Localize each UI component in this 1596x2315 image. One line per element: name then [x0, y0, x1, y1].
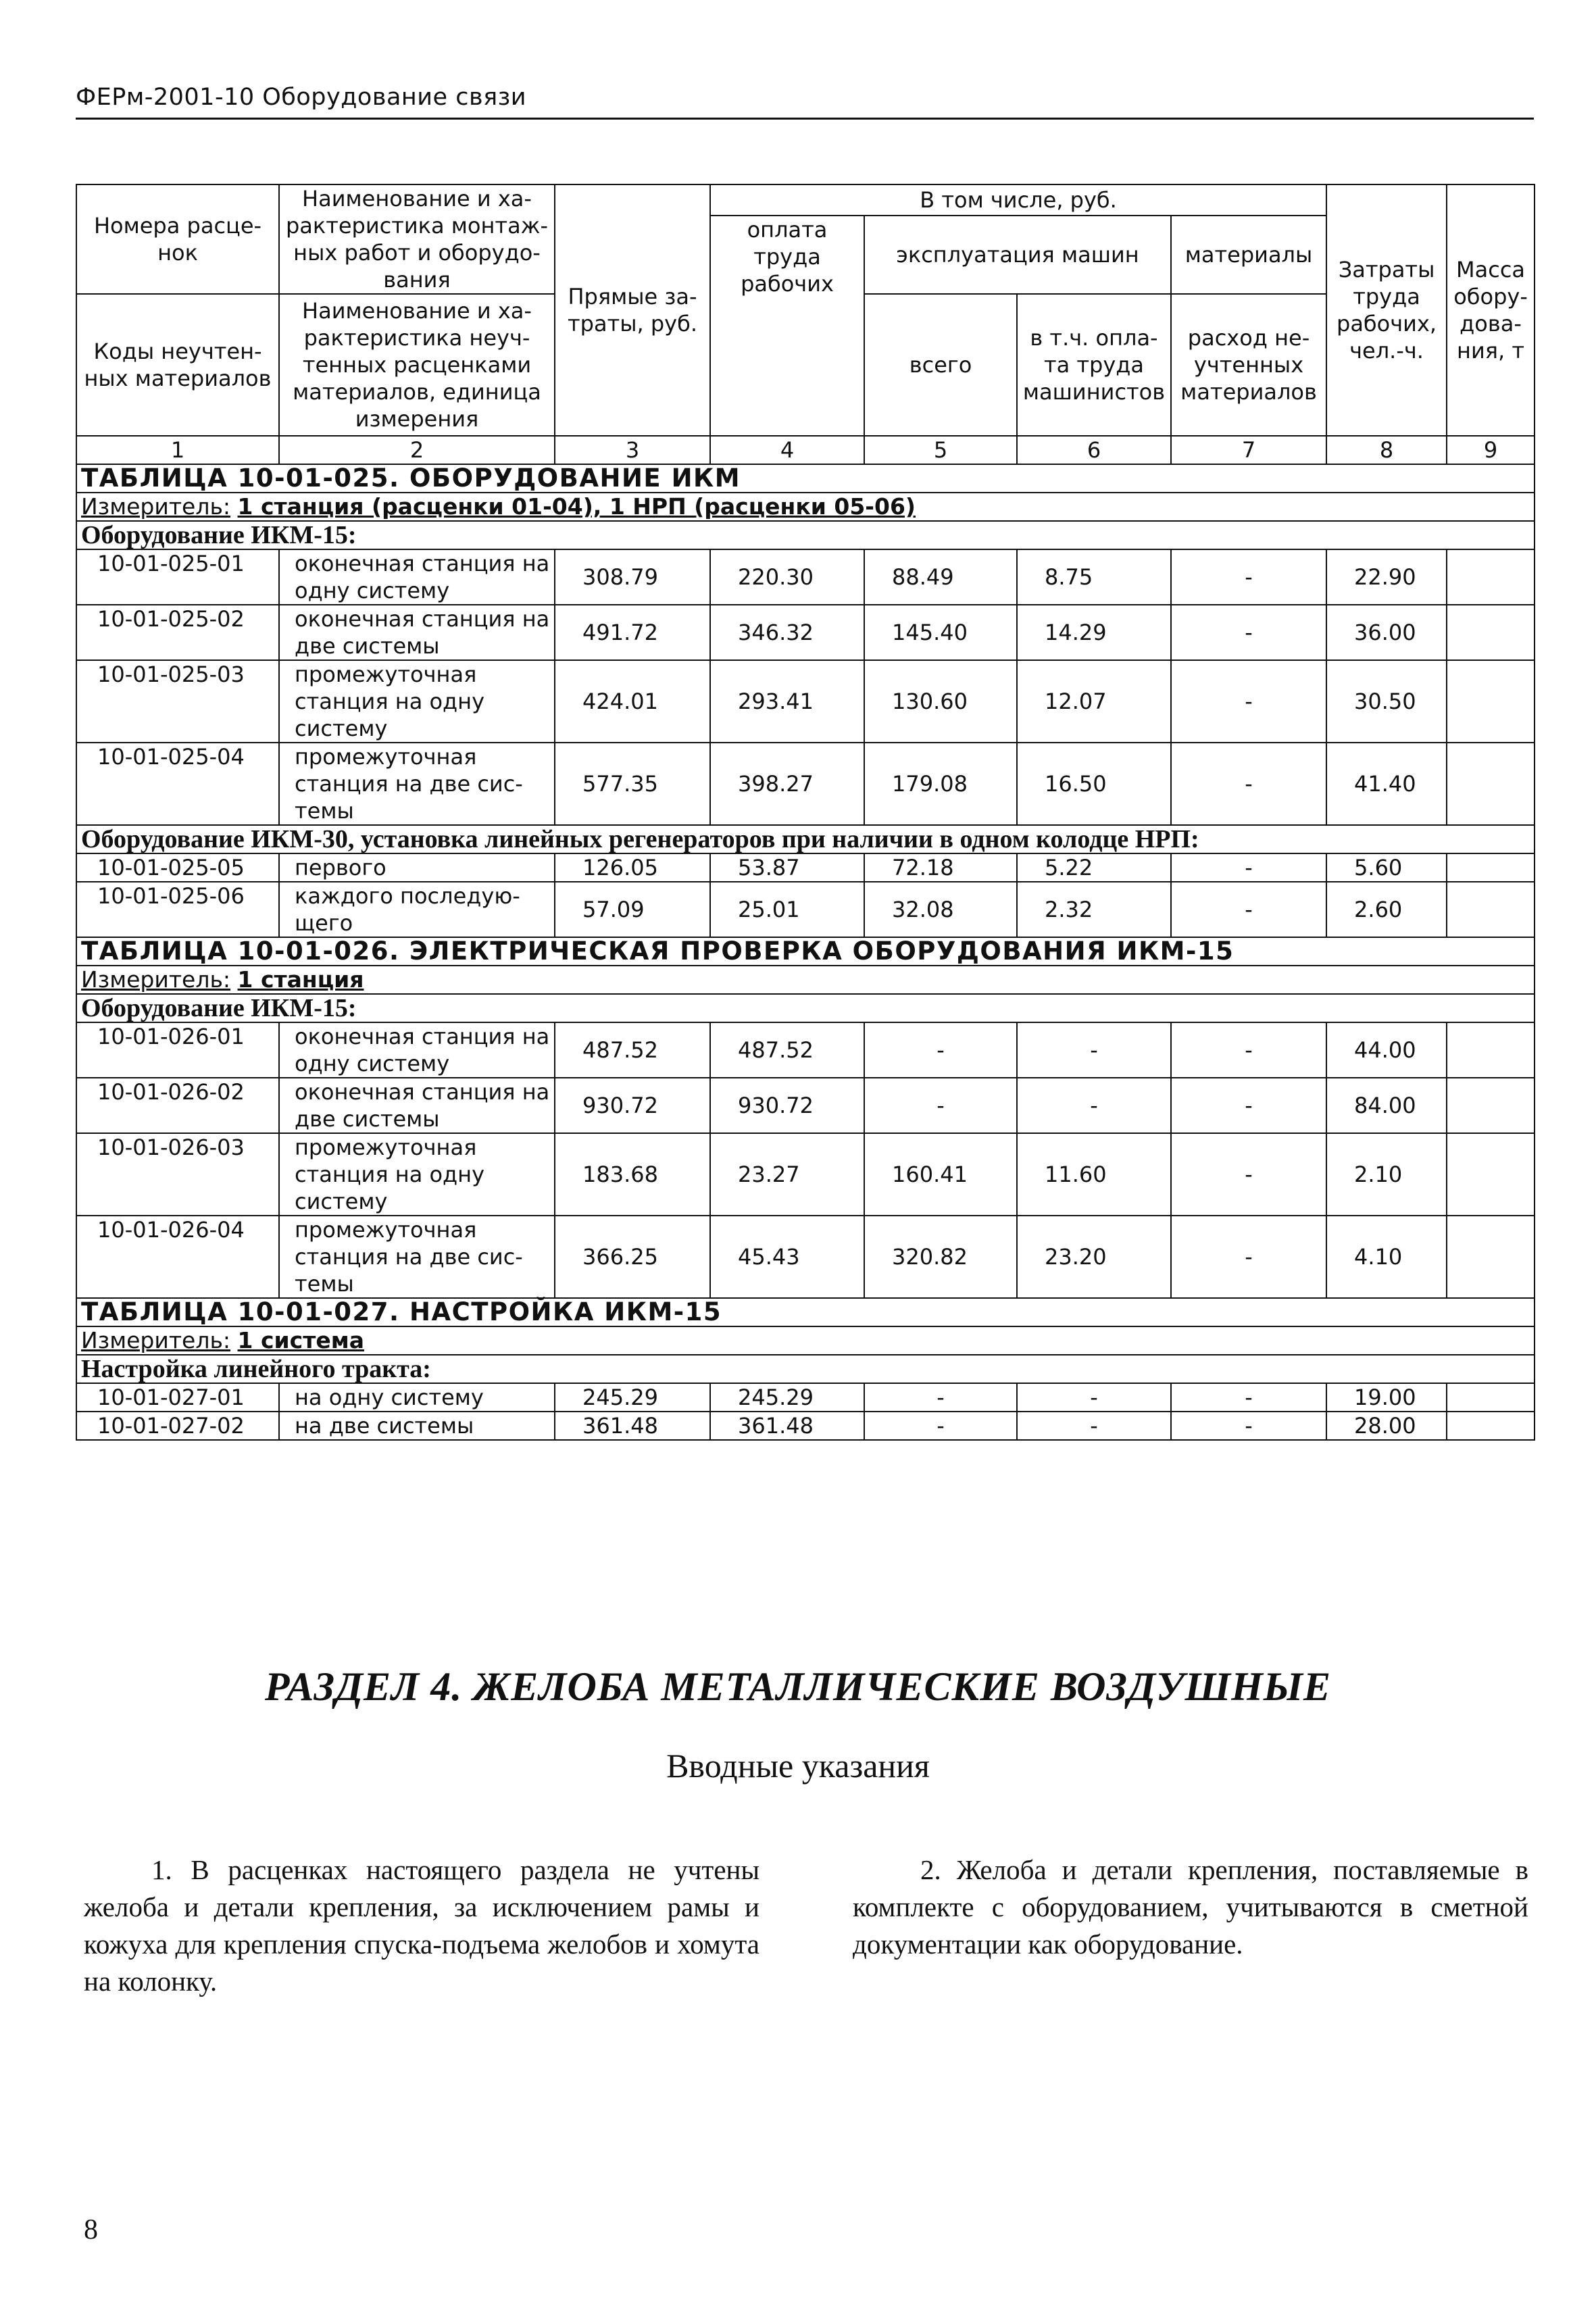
cell-machines-total: 145.40 — [864, 605, 1017, 660]
table-row — [76, 743, 1535, 825]
table-title-row — [76, 1298, 1535, 1326]
cell-work-name: на две системы — [279, 1412, 555, 1440]
cell-rate-code: 10-01-027-02 — [76, 1412, 279, 1440]
table-row — [76, 1022, 1535, 1078]
cell-labor-pay: 245.29 — [710, 1383, 864, 1412]
cell-machines-total: 320.82 — [864, 1216, 1017, 1298]
group-title: Оборудование ИКМ-30, установка линейных регенераторов при наличии в одном колодце НРП: — [76, 825, 1535, 853]
cell-labor-pay: 53.87 — [710, 853, 864, 882]
cell-materials-consumption: - — [1171, 1216, 1326, 1298]
table-meter-row — [76, 966, 1535, 994]
cell-work-name: оконечная станция на одну систему — [279, 549, 555, 605]
cell-machines-total: - — [864, 1022, 1017, 1078]
header-equipment-mass: Масса обору-дова-ния, т — [1447, 184, 1535, 436]
group-row — [76, 825, 1535, 853]
cell-rate-code: 10-01-026-02 — [76, 1078, 279, 1133]
cell-rate-code: 10-01-025-02 — [76, 605, 279, 660]
cell-machinists-pay: 23.20 — [1017, 1216, 1171, 1298]
cell-machinists-pay: 11.60 — [1017, 1133, 1171, 1216]
table-title: ТАБЛИЦА 10-01-025. ОБОРУДОВАНИЕ ИКМ — [76, 464, 1535, 493]
column-number: 1 — [76, 436, 279, 464]
group-title: Оборудование ИКМ-15: — [76, 521, 1535, 549]
cell-direct-costs: 366.25 — [555, 1216, 710, 1298]
group-title: Настройка линейного тракта: — [76, 1355, 1535, 1383]
cell-machines-total: 88.49 — [864, 549, 1017, 605]
cell-machinists-pay: - — [1017, 1022, 1171, 1078]
table-title-row — [76, 464, 1535, 493]
cell-rate-code: 10-01-026-04 — [76, 1216, 279, 1298]
cell-equipment-mass — [1447, 743, 1535, 825]
cell-rate-code: 10-01-025-01 — [76, 549, 279, 605]
cell-labor-hours: 5.60 — [1326, 853, 1447, 882]
cell-labor-hours: 84.00 — [1326, 1078, 1447, 1133]
meter-label: Измеритель: — [81, 493, 231, 520]
cell-work-name: каждого последую-щего — [279, 882, 555, 937]
table-meter-row — [76, 1326, 1535, 1355]
cell-rate-code: 10-01-027-01 — [76, 1383, 279, 1412]
cell-machinists-pay: 12.07 — [1017, 660, 1171, 743]
header-labor-pay: оплата труда рабочих — [710, 216, 864, 436]
table-row — [76, 1216, 1535, 1298]
meter-label: Измеритель: — [81, 1327, 231, 1353]
cell-materials-consumption: - — [1171, 882, 1326, 937]
table-row — [76, 605, 1535, 660]
cell-labor-hours: 30.50 — [1326, 660, 1447, 743]
header-labor-hours: Затраты труда рабочих, чел.-ч. — [1326, 184, 1447, 436]
cell-direct-costs: 487.52 — [555, 1022, 710, 1078]
group-row — [76, 994, 1535, 1022]
table-title-row — [76, 937, 1535, 966]
cell-materials-consumption: - — [1171, 549, 1326, 605]
group-row — [76, 1355, 1535, 1383]
table-title: ТАБЛИЦА 10-01-026. ЭЛЕКТРИЧЕСКАЯ ПРОВЕРКА ОБОРУДОВАНИЯ ИКМ-15 — [76, 937, 1535, 966]
table-row — [76, 660, 1535, 743]
cell-labor-pay: 346.32 — [710, 605, 864, 660]
cell-work-name: оконечная станция на одну систему — [279, 1022, 555, 1078]
table-meter — [76, 966, 1535, 994]
cell-labor-pay: 45.43 — [710, 1216, 864, 1298]
meter-value: 1 станция (расценки 01-04), 1 НРП (расценки 05-06) — [237, 493, 916, 520]
paragraph-1: 1. В расценках настоящего раздела не учтены желоба и детали крепления, за исключением рамы и кожуха для крепления спуска-подъема желобов и хомута на колонку. — [84, 1854, 759, 1997]
table-meter — [76, 1326, 1535, 1355]
column-number: 8 — [1326, 436, 1447, 464]
cell-machines-total: - — [864, 1383, 1017, 1412]
column-numbers-row — [76, 436, 1535, 464]
cell-equipment-mass — [1447, 1383, 1535, 1412]
cell-direct-costs: 424.01 — [555, 660, 710, 743]
cell-materials-consumption: - — [1171, 1412, 1326, 1440]
cell-machines-total: - — [864, 1078, 1017, 1133]
header-rate-numbers: Номера расце-нок — [76, 184, 279, 294]
cell-work-name: на одну систему — [279, 1383, 555, 1412]
cell-equipment-mass — [1447, 605, 1535, 660]
cell-materials-consumption: - — [1171, 1078, 1326, 1133]
cell-machinists-pay: 16.50 — [1017, 743, 1171, 825]
meter-value: 1 станция — [237, 966, 364, 993]
cell-direct-costs: 308.79 — [555, 549, 710, 605]
cell-equipment-mass — [1447, 549, 1535, 605]
header-including: В том числе, руб. — [710, 184, 1326, 216]
cell-materials-consumption: - — [1171, 1133, 1326, 1216]
cell-labor-hours: 41.40 — [1326, 743, 1447, 825]
cell-equipment-mass — [1447, 1412, 1535, 1440]
cell-labor-pay: 361.48 — [710, 1412, 864, 1440]
table-row — [76, 882, 1535, 937]
cell-work-name: промежуточная станция на две сис-темы — [279, 1216, 555, 1298]
cell-labor-hours: 36.00 — [1326, 605, 1447, 660]
cell-machines-total: 32.08 — [864, 882, 1017, 937]
cell-labor-pay: 398.27 — [710, 743, 864, 825]
cell-labor-hours: 4.10 — [1326, 1216, 1447, 1298]
column-number: 3 — [555, 436, 710, 464]
cell-work-name: промежуточная станция на две сис-темы — [279, 743, 555, 825]
table-row — [76, 549, 1535, 605]
cell-machinists-pay: - — [1017, 1078, 1171, 1133]
cell-machinists-pay: 5.22 — [1017, 853, 1171, 882]
cell-materials-consumption: - — [1171, 743, 1326, 825]
cell-labor-pay: 293.41 — [710, 660, 864, 743]
cell-machinists-pay: 8.75 — [1017, 549, 1171, 605]
cell-machinists-pay: 2.32 — [1017, 882, 1171, 937]
meter-label: Измеритель: — [81, 966, 231, 993]
section-title: РАЗДЕЛ 4. ЖЕЛОБА МЕТАЛЛИЧЕСКИЕ ВОЗДУШНЫЕ — [264, 1664, 1332, 1709]
cell-materials-consumption: - — [1171, 1383, 1326, 1412]
cell-direct-costs: 126.05 — [555, 853, 710, 882]
header-materials-consumption: расход не-учтенных материалов — [1171, 294, 1326, 436]
cell-direct-costs: 930.72 — [555, 1078, 710, 1133]
rates-table — [76, 184, 1535, 1441]
cell-rate-code: 10-01-026-01 — [76, 1022, 279, 1078]
cell-labor-hours: 44.00 — [1326, 1022, 1447, 1078]
cell-equipment-mass — [1447, 1078, 1535, 1133]
column-number: 4 — [710, 436, 864, 464]
column-number: 5 — [864, 436, 1017, 464]
table-row — [76, 1383, 1535, 1412]
cell-materials-consumption: - — [1171, 853, 1326, 882]
cell-labor-pay: 23.27 — [710, 1133, 864, 1216]
header-machines-total: всего — [864, 294, 1017, 436]
cell-work-name: промежуточная станция на одну систему — [279, 1133, 555, 1216]
header-materials: материалы — [1171, 216, 1326, 294]
table-row — [76, 853, 1535, 882]
cell-machinists-pay: - — [1017, 1383, 1171, 1412]
cell-direct-costs: 361.48 — [555, 1412, 710, 1440]
table-row — [76, 1078, 1535, 1133]
table-meter-row — [76, 493, 1535, 521]
cell-work-name: оконечная станция на две системы — [279, 605, 555, 660]
cell-equipment-mass — [1447, 1133, 1535, 1216]
cell-direct-costs: 183.68 — [555, 1133, 710, 1216]
cell-machines-total: 72.18 — [864, 853, 1017, 882]
cell-labor-pay: 220.30 — [710, 549, 864, 605]
column-number: 2 — [279, 436, 555, 464]
cell-materials-consumption: - — [1171, 660, 1326, 743]
header-machinists-pay: в т.ч. опла-та труда машинистов — [1017, 294, 1171, 436]
cell-labor-hours: 28.00 — [1326, 1412, 1447, 1440]
running-header: ФЕРм-2001-10 Оборудование связи — [76, 84, 526, 111]
group-title: Оборудование ИКМ-15: — [76, 994, 1535, 1022]
header-material-name: Наименование и ха-рактеристика неуч-тенных расценками материалов, единица измерения — [279, 294, 555, 436]
header-material-codes: Коды неучтен-ных материалов — [76, 294, 279, 436]
header-machines: эксплуатация машин — [864, 216, 1171, 294]
cell-work-name: оконечная станция на две системы — [279, 1078, 555, 1133]
table-row — [76, 1412, 1535, 1440]
cell-labor-hours: 2.60 — [1326, 882, 1447, 937]
table-title: ТАБЛИЦА 10-01-027. НАСТРОЙКА ИКМ-15 — [76, 1298, 1535, 1326]
cell-labor-pay: 487.52 — [710, 1022, 864, 1078]
meter-value: 1 система — [237, 1327, 364, 1353]
intro-heading: Вводные указания — [666, 1747, 930, 1785]
cell-labor-pay: 25.01 — [710, 882, 864, 937]
page-number: 8 — [84, 2214, 98, 2245]
cell-machinists-pay: 14.29 — [1017, 605, 1171, 660]
paragraph-2: 2. Желоба и детали крепления, поставляемые в комплекте с оборудованием, учитываются в сметной документации как оборудование. — [853, 1854, 1528, 1960]
cell-equipment-mass — [1447, 1216, 1535, 1298]
table-row — [76, 1133, 1535, 1216]
table-meter — [76, 493, 1535, 521]
cell-materials-consumption: - — [1171, 1022, 1326, 1078]
cell-equipment-mass — [1447, 1022, 1535, 1078]
cell-machines-total: 179.08 — [864, 743, 1017, 825]
cell-labor-hours: 19.00 — [1326, 1383, 1447, 1412]
cell-machines-total: 130.60 — [864, 660, 1017, 743]
cell-equipment-mass — [1447, 853, 1535, 882]
cell-labor-pay: 930.72 — [710, 1078, 864, 1133]
cell-equipment-mass — [1447, 660, 1535, 743]
cell-work-name: первого — [279, 853, 555, 882]
header-rule — [76, 118, 1534, 120]
cell-direct-costs: 57.09 — [555, 882, 710, 937]
cell-work-name: промежуточная станция на одну систему — [279, 660, 555, 743]
cell-direct-costs: 491.72 — [555, 605, 710, 660]
cell-rate-code: 10-01-025-03 — [76, 660, 279, 743]
cell-direct-costs: 577.35 — [555, 743, 710, 825]
cell-rate-code: 10-01-025-06 — [76, 882, 279, 937]
cell-direct-costs: 245.29 — [555, 1383, 710, 1412]
group-row — [76, 521, 1535, 549]
column-number: 9 — [1447, 436, 1535, 464]
cell-machinists-pay: - — [1017, 1412, 1171, 1440]
cell-labor-hours: 22.90 — [1326, 549, 1447, 605]
cell-materials-consumption: - — [1171, 605, 1326, 660]
cell-rate-code: 10-01-025-05 — [76, 853, 279, 882]
cell-equipment-mass — [1447, 882, 1535, 937]
column-number: 6 — [1017, 436, 1171, 464]
cell-machines-total: - — [864, 1412, 1017, 1440]
cell-labor-hours: 2.10 — [1326, 1133, 1447, 1216]
header-direct-costs: Прямые за-траты, руб. — [555, 184, 710, 436]
column-number: 7 — [1171, 436, 1326, 464]
header-work-name: Наименование и ха-рактеристика монтаж-ных работ и оборудо-вания — [279, 184, 555, 294]
cell-machines-total: 160.41 — [864, 1133, 1017, 1216]
cell-rate-code: 10-01-026-03 — [76, 1133, 279, 1216]
cell-rate-code: 10-01-025-04 — [76, 743, 279, 825]
